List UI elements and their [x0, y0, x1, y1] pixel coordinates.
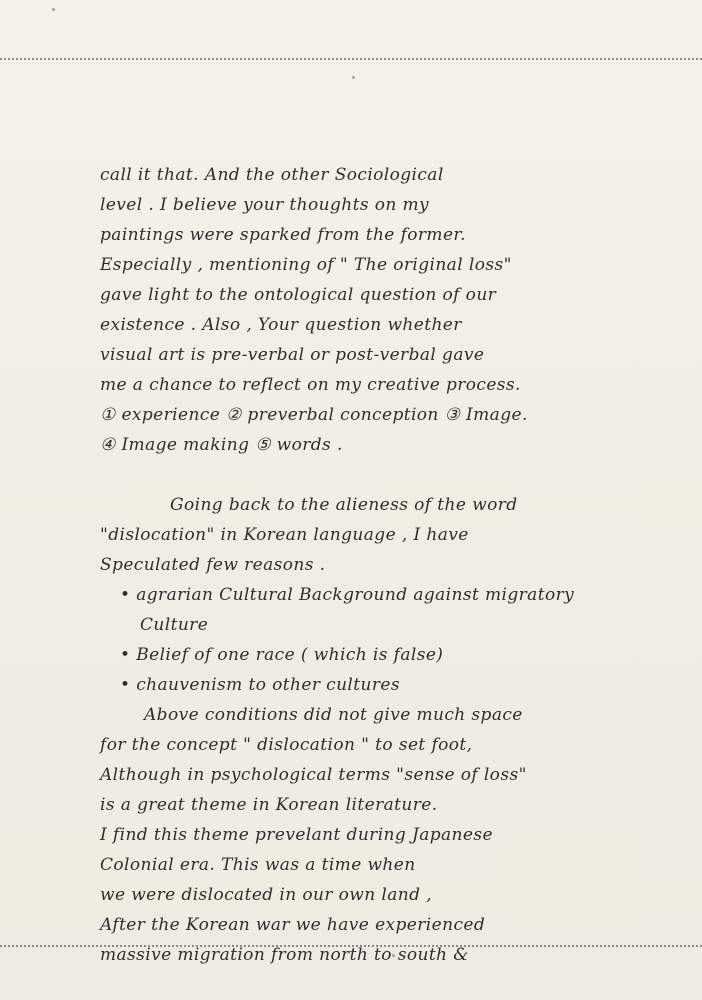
text-line: "dislocation" in Korean language , I have [100, 525, 469, 545]
text-line: Although in psychological terms "sense of loss" [100, 765, 527, 785]
speck-mark [352, 76, 355, 79]
text-line: gave light to the ontological question of our [100, 285, 497, 305]
text-line: paintings were sparked from the former. [100, 225, 466, 245]
text-line: I find this theme prevelant during Japanese [100, 825, 493, 845]
text-line: Especially , mentioning of " The original loss" [100, 255, 512, 275]
paragraph-gap [100, 460, 670, 490]
text-line: existence . Also , Your question whether [100, 315, 462, 335]
text-line: massive migration from north to south & [100, 945, 469, 965]
text-line: Speculated few reasons . [100, 555, 326, 575]
bullet-line: • agrarian Cultural Background against migratory [120, 585, 575, 605]
handwritten-text [100, 160, 670, 970]
bullet-line: • chauvenism to other cultures [120, 675, 400, 695]
bullet-line: • Belief of one race ( which is false) [120, 645, 444, 665]
text-line: me a chance to reflect on my creative process. [100, 375, 521, 395]
text-line: is a great theme in Korean literature. [100, 795, 438, 815]
text-line: we were dislocated in our own land , [100, 885, 433, 905]
text-line: Colonial era. This was a time when [100, 855, 416, 875]
text-line: ④ Image making ⑤ words . [100, 435, 343, 455]
text-line: After the Korean war we have experienced [100, 915, 486, 935]
text-line: call it that. And the other Sociological [100, 165, 444, 185]
perforation-top [0, 58, 702, 60]
text-line: Going back to the alieness of the word [170, 495, 518, 515]
text-line: visual art is pre-verbal or post-verbal gave [100, 345, 485, 365]
speck-mark [52, 8, 55, 11]
text-line: Above conditions did not give much space [144, 705, 523, 725]
text-line: Culture [140, 615, 209, 635]
text-line: level . I believe your thoughts on my [100, 195, 430, 215]
text-line: for the concept " dislocation " to set foot, [100, 735, 473, 755]
text-line: ① experience ② preverbal conception ③ Image. [100, 405, 528, 425]
